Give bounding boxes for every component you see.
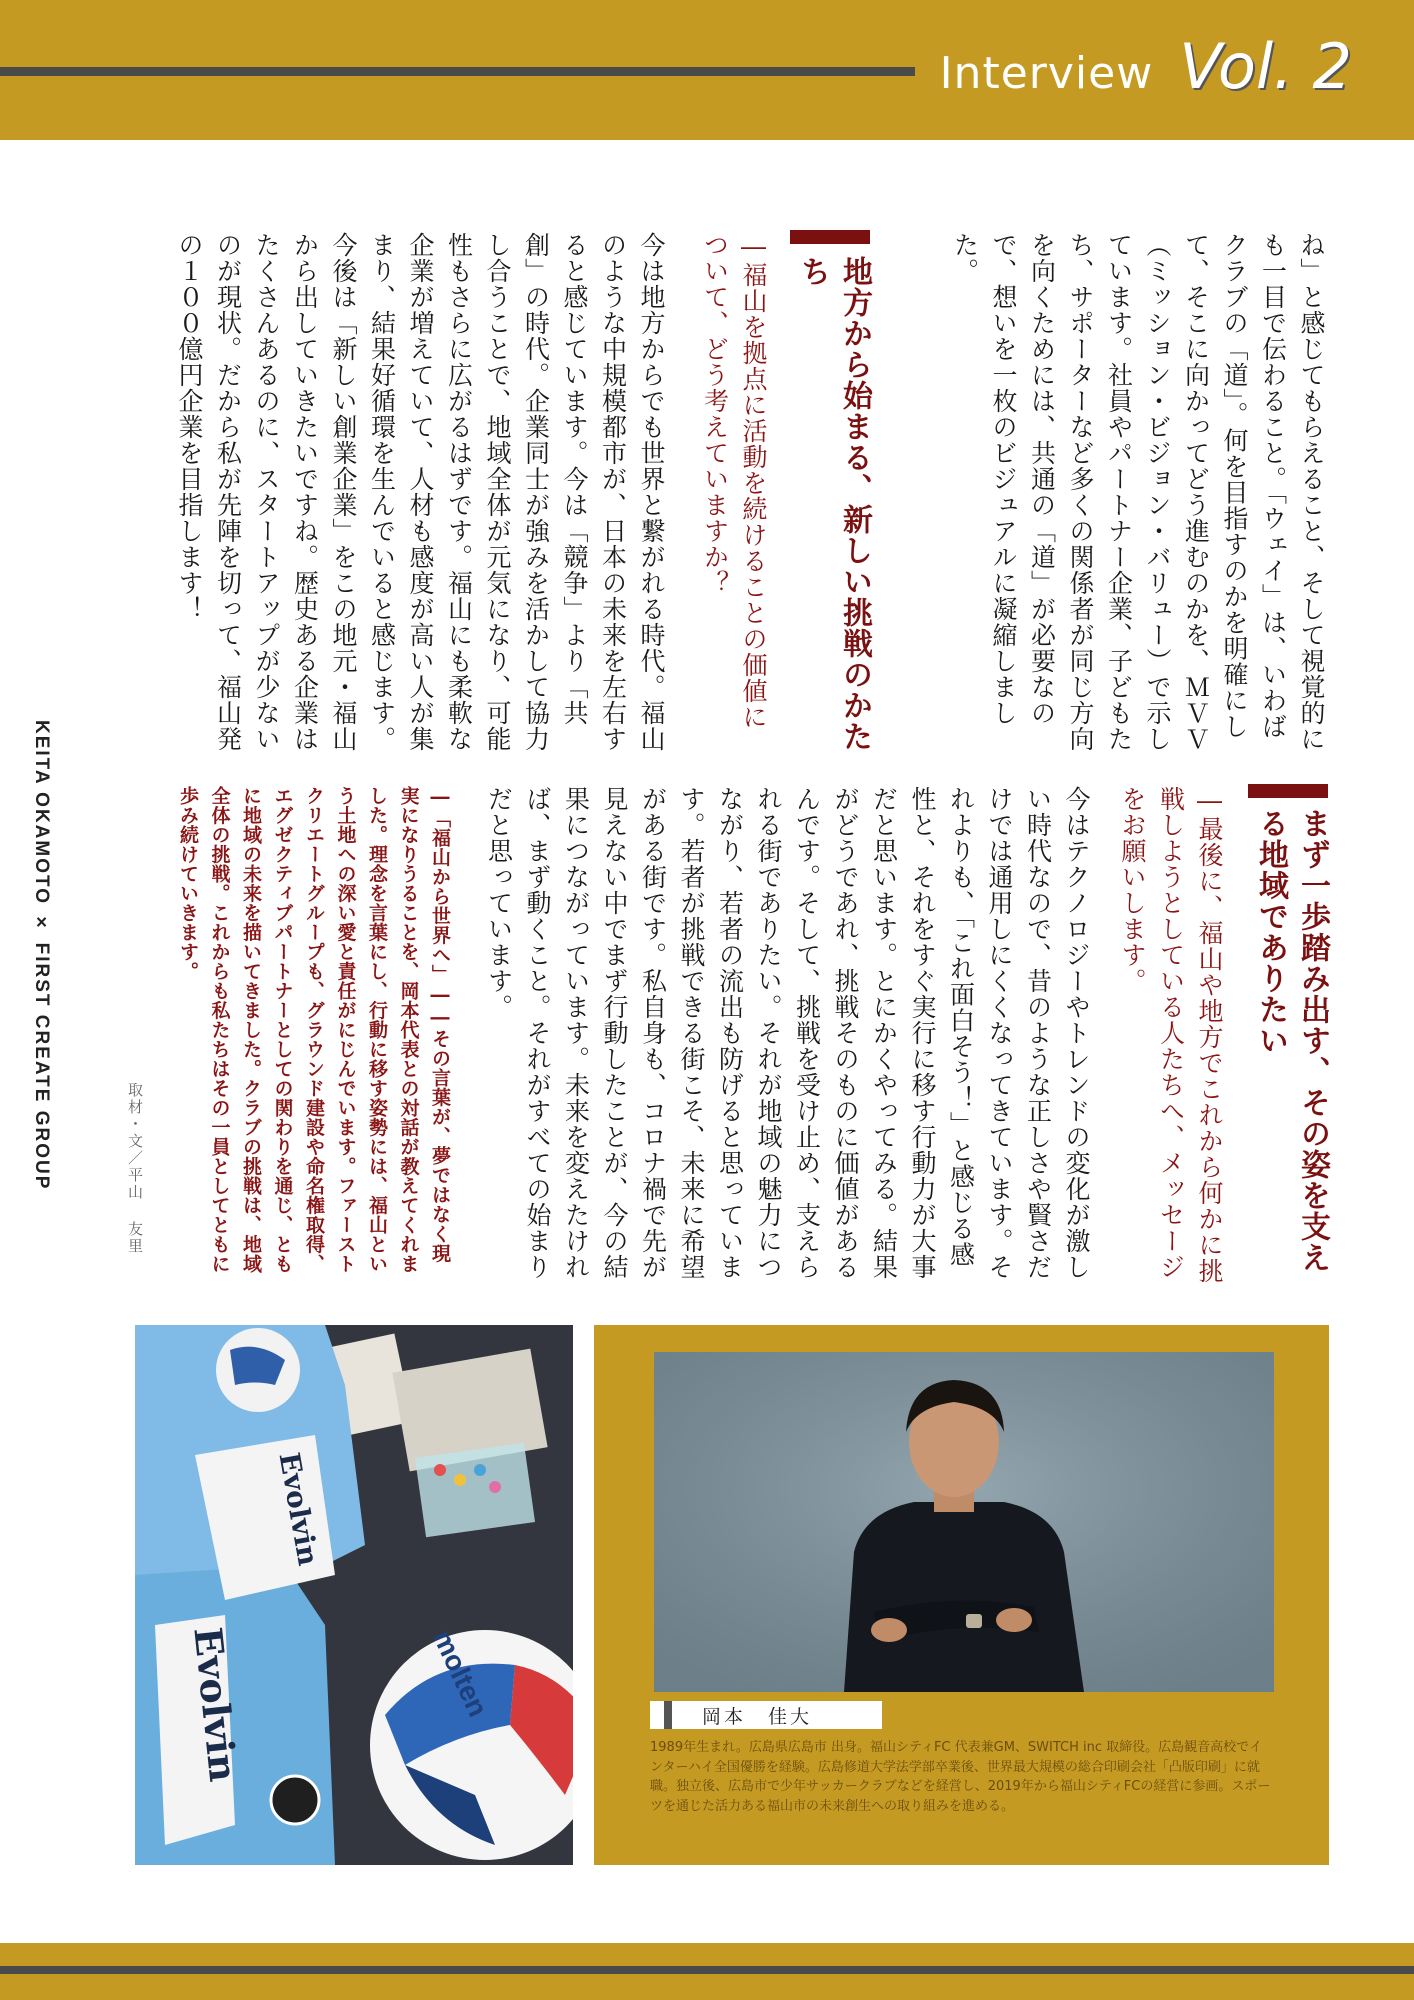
event-photo-illustration xyxy=(135,1325,573,1865)
header-rule xyxy=(0,67,915,76)
ball-brand-label: molten xyxy=(426,1625,494,1722)
closing-remark: ―「福山から世界へ」――その言葉が、夢ではなく現実になりうることを、岡本代表との対話が教えてくれました。理念を言葉にし、行動に移す姿勢には、福山という土地への深い愛と責任がにじんでいます。ファーストクリエートグループも、グラウンド建設や命名権取得、エグゼクティブパートナーとしての関わりを通じ、ともに地域の未来を描いてきました。クラブの挑戦は、地域全体の挑戦。これからも私たちはその一員としてともに歩み続けていきます。 xyxy=(177,786,451,1274)
section-heading-2: まず一歩踏み出す、その姿を支える地域でありたい xyxy=(1253,808,1330,1273)
jersey-sponsor-label-2: Evolvin xyxy=(185,1625,247,1784)
footer-rule xyxy=(0,1966,1414,1974)
profile-box xyxy=(594,1325,1329,1865)
header-interview-label: Interview xyxy=(939,48,1154,99)
interview-question-1: ―福山を拠点に活動を続けることの価値について、どう考えていますか？ xyxy=(700,232,768,730)
name-plate-accent xyxy=(664,1701,672,1729)
person-name: 岡本 佳大 xyxy=(702,1705,813,1728)
header-volume-label: Vol. 2 xyxy=(1179,30,1352,103)
heading-marker-2 xyxy=(1248,784,1328,798)
author-credit: 取材・文／平山 友里 xyxy=(126,1082,144,1255)
name-plate xyxy=(650,1701,882,1729)
section-heading-1: 地方から始まる、新しい挑戦のかたち xyxy=(795,256,872,752)
portrait-illustration xyxy=(654,1352,1274,1692)
interview-question-2: ―最後に、福山や地方でこれから何かに挑戦しようとしている人たちへ、メッセージをお願いします。 xyxy=(1118,786,1224,1284)
body-text-top-right: ね」と感じてもらえること、そして視覚的にも一目で伝わること。「ウェイ」は、いわばクラブの「道」。何を目指すのかを明確にして、そこに向かってどう進むのかを、ＭＶＶ（ミッション・ビジョン・バリュー）で示しています。社員やパートナー企業、子どもたち、サポーターなど多くの関係者が同じ方向を向くためには、共通の「道」が必要なので、想いを一枚のビジュアルに凝縮しました。 xyxy=(950,232,1326,752)
person-bio: 1989年生まれ。広島県広島市 出身。福山シティFC 代表兼GM、SWITCH inc 取締役。広島観音高校でインターハイ全国優勝を経験。広島修道大学法学部卒業後、世界最大規模の総合印刷会社「凸版印刷」に就職。独立後、広島市で少年サッカークラブなどを経営し、2019年から福山シティFCの経営に参画。スポーツを通じた活力ある福山市の未来創生への取り組みを進める。 xyxy=(650,1740,1271,1814)
heading-marker-1 xyxy=(790,230,870,244)
event-photo xyxy=(135,1325,573,1865)
side-brand-text: KEITA OKAMOTO × FIRST CREATE GROUP xyxy=(31,720,52,1191)
portrait-photo xyxy=(654,1352,1274,1692)
body-text-bottom: 今はテクノロジーやトレンドの変化が激しい時代なので、昔のような正しさや賢さだけでは通用しにくくなってきています。それよりも、「これ面白そう！」と感じる感性と、それをすぐ実行に移す行動力が大事だと思います。とにかくやってみる。結果がどうであれ、挑戦そのものに価値があるんです。そして、挑戦を受け止め、支えられる街でありたい。それが地域の魅力につながり、若者の流出も防げると思っています。若者が挑戦できる街こそ、未来に希望がある街です。私自身も、コロナ禍で先が見えない中でまず行動したことが、今の結果につながっています。未来を変えたければ、まず動くこと。それがすべての始まりだと思っています。 xyxy=(484,786,1091,1280)
body-text-top-left: 今は地方からでも世界と繋がれる時代。福山のような中規模都市が、日本の未来を左右すると感じています。今は「競争」より「共創」の時代。企業同士が強みを活かして協力し合うことで、地域全体が元気になり、可能性もさらに広がるはずです。福山にも柔軟な企業が増えていて、人材も感度が高い人が集まり、結果好循環を生んでいると感じます。今後は「新しい創業企業」をこの地元・福山から出していきたいですね。歴史ある企業はたくさんあるのに、スタートアップが少ないのが現状。だから私が先陣を切って、福山発の１００億円企業を目指します！ xyxy=(175,232,666,752)
jersey-sponsor-label: Evolvin xyxy=(272,1450,325,1569)
header-title xyxy=(940,30,1352,110)
